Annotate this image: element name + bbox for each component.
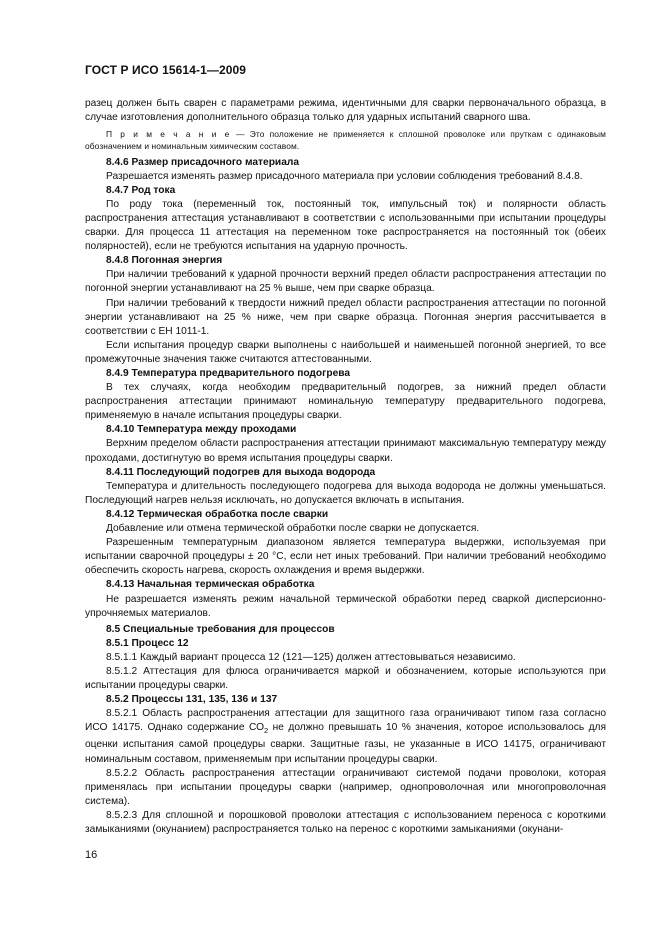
section-heading: 8.5.2 Процессы 131, 135, 136 и 137 xyxy=(106,694,278,706)
body-paragraph: Не разрешается изменять режим начальной термической обработки перед сваркой дисперсионно-упрочняемых материалов. xyxy=(85,593,606,619)
note-text: — Это положение не применяется к сплошной проволоке или пруткам с одинаковым обозначением и номинальным химическим составом. xyxy=(85,129,606,152)
subscript: 2 xyxy=(264,726,269,736)
body-paragraph: Верхним пределом области распространения аттестации принимают максимальную температуру между проходами, достигнутую во время испытания процедуры сварки. xyxy=(85,438,606,464)
body-paragraph: В тех случаях, когда необходим предварительный подогрев, за нижний предел области распространения аттестации принимают номинальную температуру предварительного подогрева, применяемую в начале испытания процедуры сварки. xyxy=(85,382,606,422)
section-heading: 8.5.1 Процесс 12 xyxy=(106,637,189,649)
section-heading: 8.4.6 Размер присадочного материала xyxy=(106,156,299,168)
body-paragraph xyxy=(85,707,606,766)
section-heading: 8.4.13 Начальная термическая обработка xyxy=(106,579,315,591)
paragraph-text: 8.5.2.1 Область распространения аттестации для защитного газа ограничивают типом газа согласно ИСО 14175. Однако содержание СО xyxy=(85,708,606,734)
body-paragraph: При наличии требований к ударной прочности верхний предел области распространения аттестации по погонной энергии устанавливают на 25 % выше, чем при сварке образца. xyxy=(85,269,606,295)
body-paragraph: Добавление или отмена термической обработки после сварки не допускается. xyxy=(106,523,480,535)
body-paragraph: При наличии требований к твердости нижний предел области распространения аттестации по погонной энергии устанавливают на 25 % ниже, чем при сварке образца. Погонная энергия рассчитывается в соответствии с ЕН 1011-1. xyxy=(85,297,606,337)
section-heading: 8.4.7 Род тока xyxy=(106,184,176,196)
page-number: 16 xyxy=(85,849,98,861)
note-label: П р и м е ч а н и е xyxy=(106,129,231,140)
section-heading: 8.4.10 Температура между проходами xyxy=(106,424,297,436)
body-paragraph: Если испытания процедур сварки выполнены с наибольшей и наименьшей погонной энергией, то все промежуточные значения также считаются аттестованными. xyxy=(85,339,606,365)
body-paragraph: 8.5.2.3 Для сплошной и порошковой проволоки аттестация с использованием переноса с короткими замыканиями (окунанием) распространяется только на перенос с короткими замыканиями (окунани- xyxy=(85,809,606,836)
section-heading: 8.4.12 Термическая обработка после сварки xyxy=(106,508,329,520)
document-header: ГОСТ Р ИСО 15614-1—2009 xyxy=(85,63,247,77)
section-heading: 8.4.11 Последующий подогрев для выхода водорода xyxy=(106,466,376,478)
section-heading: 8.4.8 Погонная энергия xyxy=(106,255,223,267)
body-paragraph: 8.5.1.2 Аттестация для флюса ограничивается маркой и обозначением, которые используются при испытании процедуры сварки. xyxy=(85,665,606,692)
body-paragraph: Температура и длительность последующего подогрева для выхода водорода не должны уменьшаться. Последующий нагрев нельзя исключать, но допускается включать в испытания. xyxy=(85,480,606,506)
section-heading: 8.5 Специальные требования для процессов xyxy=(106,623,335,635)
note-paragraph xyxy=(85,128,606,152)
body-paragraph: Разрешается изменять размер присадочного материала при условии соблюдения требований 8.4.8. xyxy=(106,170,583,182)
body-paragraph: 8.5.1.1 Каждый вариант процесса 12 (121—125) должен аттестовываться независимо. xyxy=(106,651,516,663)
section-heading: 8.4.9 Температура предварительного подогрева xyxy=(106,368,351,379)
paragraph-text: не должно превышать 10 % значения, которое использовалось для оценки испытания самой процедуры сварки. Защитные газы, не указанные в ИСО 14175, ограничивают номинальным составом, применяемым при испытании процедуры сварки. xyxy=(85,722,606,765)
document-body xyxy=(85,97,606,837)
continued-paragraph: разец должен быть сварен с параметрами режима, идентичными для сварки первоначального образца, в случае изготовления дополнительного образца только для ударных испытаний сварного шва. xyxy=(85,98,606,124)
body-paragraph: 8.5.2.2 Область распространения аттестации ограничивают системой подачи проволоки, которая применялась при испытании процедуры сварки (например, однопроволочная или многопроволочная система). xyxy=(85,767,606,807)
body-paragraph: По роду тока (переменный ток, постоянный ток, импульсный ток) и полярности область распространения аттестация устанавливают в соответствии с использованными при испытании процедуры сварки. Для процесса 11 аттестация на переменном токе распространяется на постоянный ток (обеих полярностей), если не требуются испытания на ударную прочность. xyxy=(85,198,606,253)
body-paragraph: Разрешенным температурным диапазоном является температура выдержки, используемая при испытании сварочной процедуры ± 20 °С, если нет иных требований. При наличии требований необходимо обеспечить скорость нагрева, скорость охлаждения и время выдержки. xyxy=(85,537,606,577)
